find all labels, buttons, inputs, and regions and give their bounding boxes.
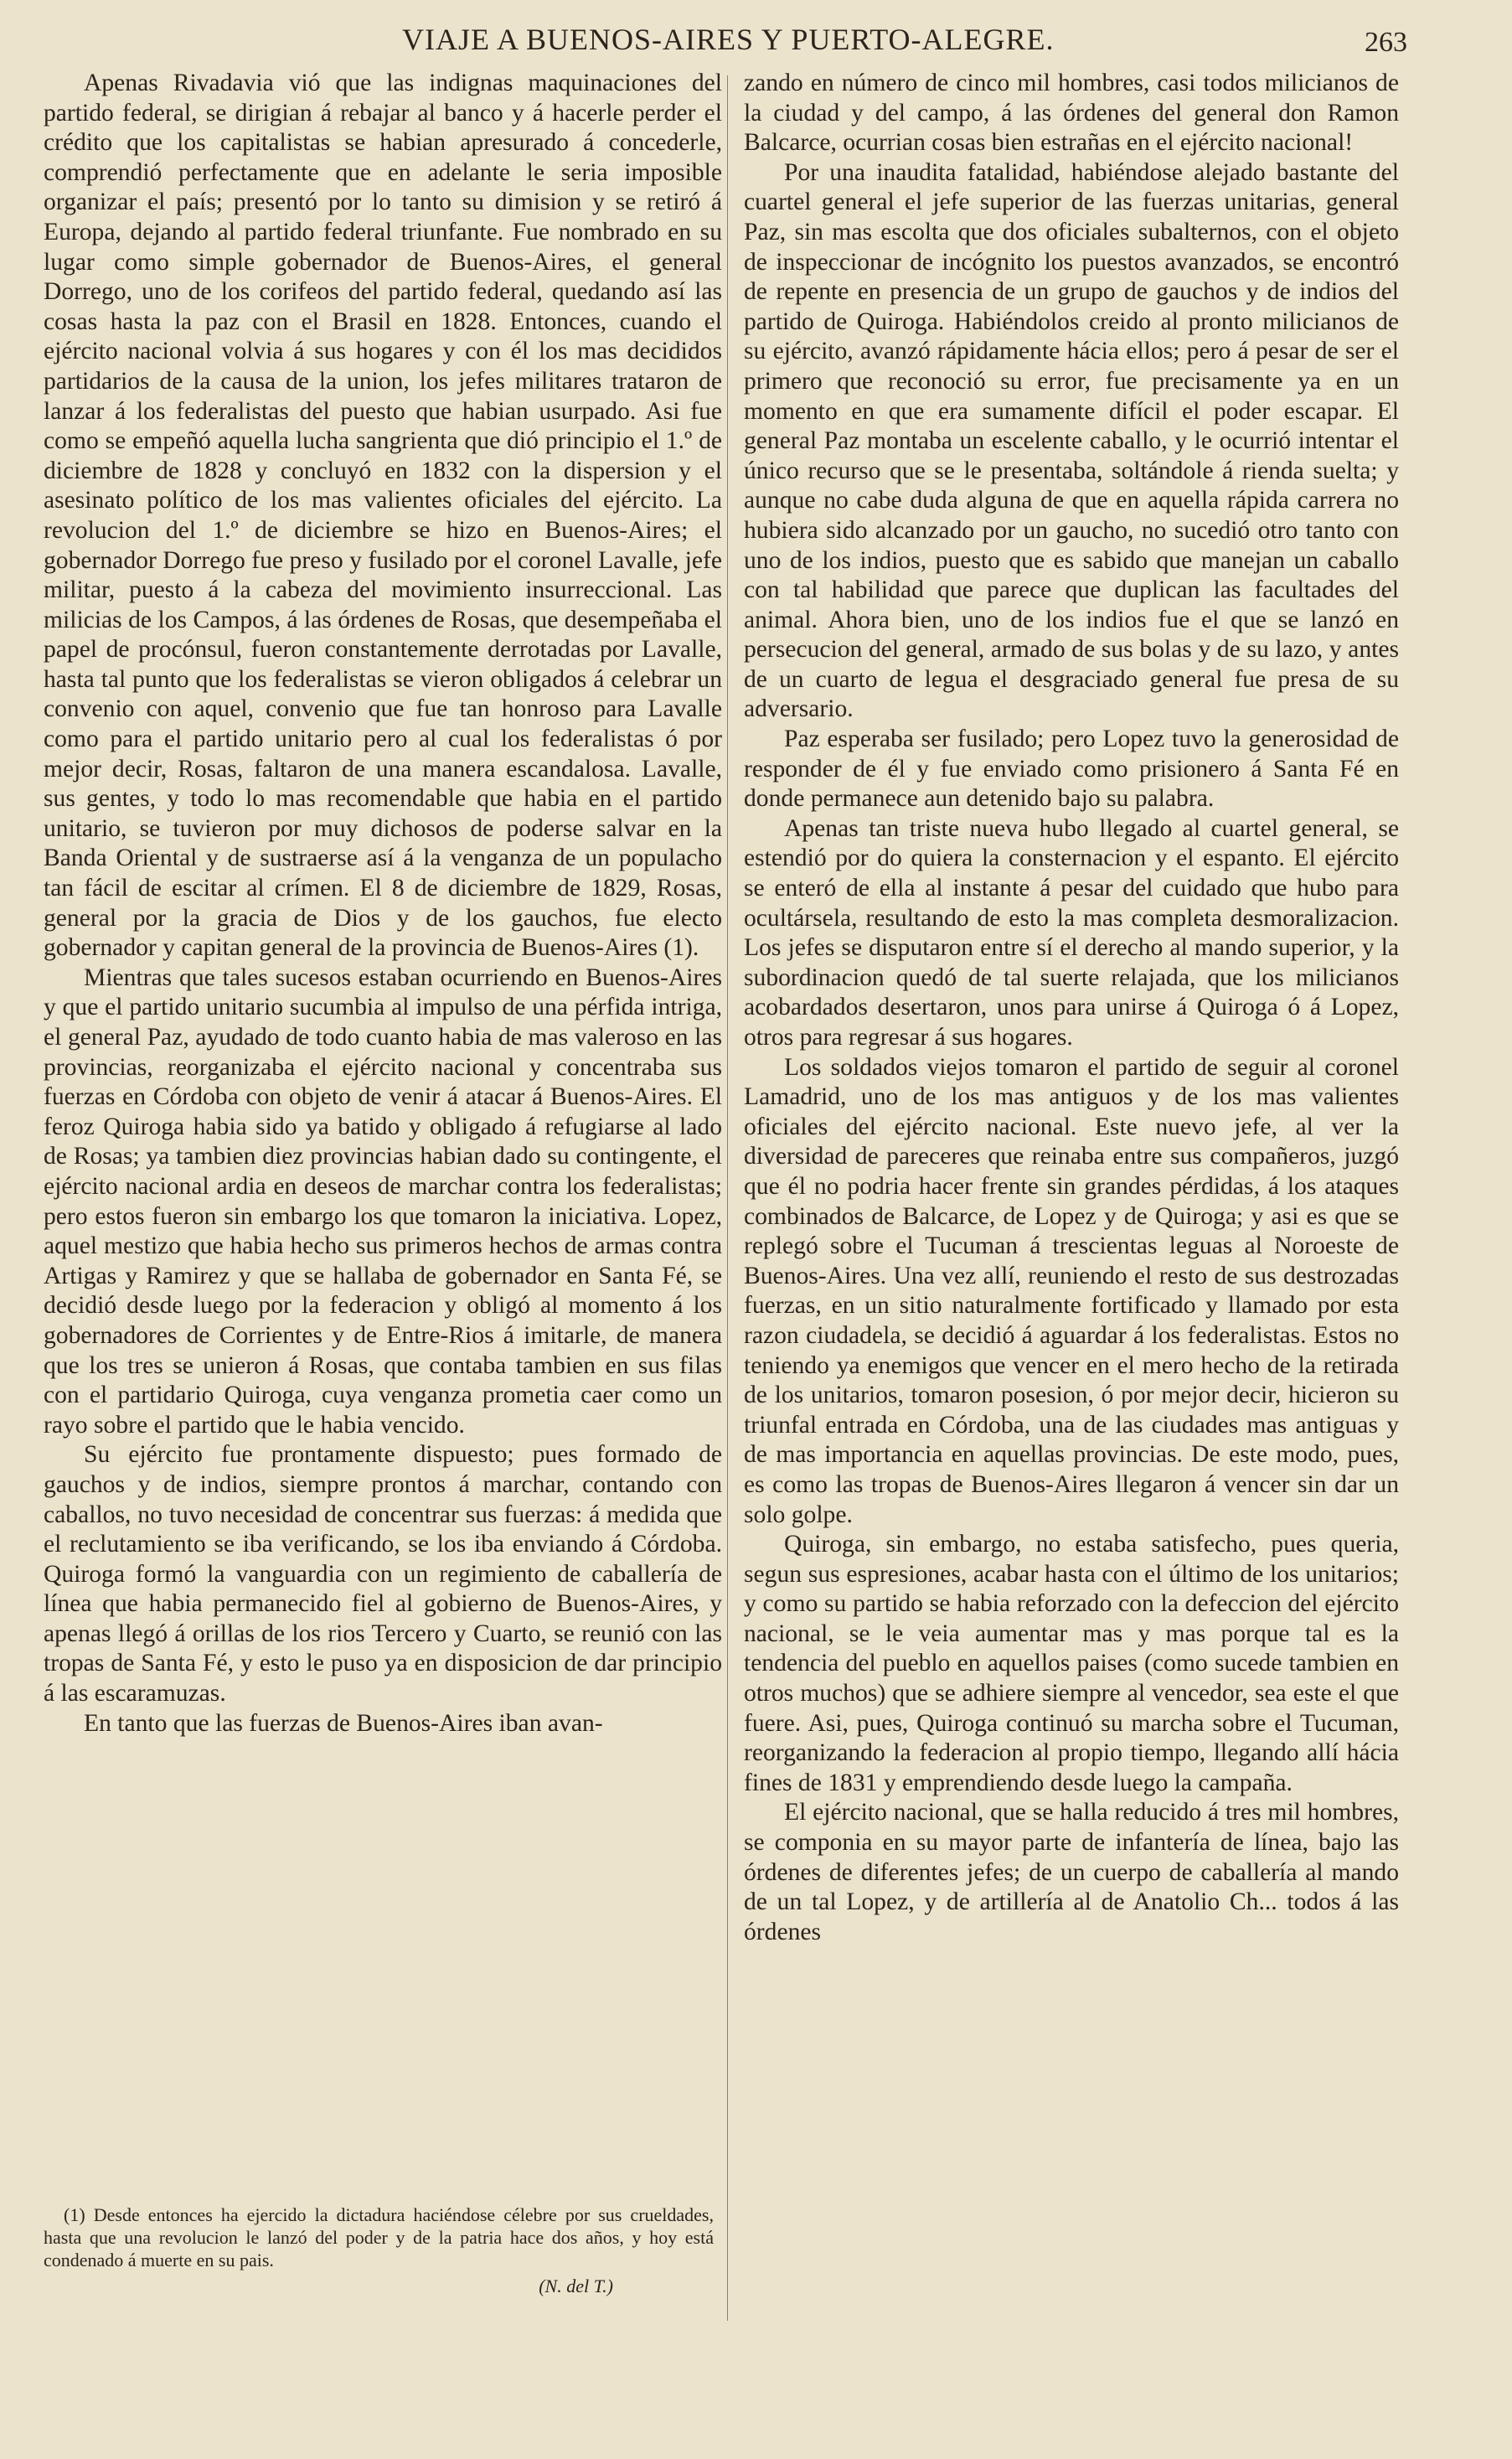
left-column (44, 69, 722, 1738)
running-title: VIAJE A BUENOS-AIRES Y PUERTO-ALEGRE. (402, 23, 1055, 56)
paragraph: zando en número de cinco mil hombres, casi todos milicianos de la ciudad y del campo, á las órdenes del general don Ramon Balcarce, ocurrian cosas bien estrañas en el ejército nacional! (744, 70, 1399, 157)
paragraph: En tanto que las fuerzas de Buenos-Aires iban avan- (84, 1709, 603, 1737)
right-column (744, 69, 1399, 1947)
paragraph: Paz esperaba ser fusilado; pero Lopez tuvo la generosidad de responder de él y fue enviado como prisionero á Santa Fé en donde permanece aun detenido bajo su palabra. (744, 726, 1399, 813)
page-header (50, 22, 1407, 65)
paragraph: Apenas Rivadavia vió que las indignas maquinaciones del partido federal, se dirigian á rebajar al banco y á hacerle perder el crédito que los capitalistas se habian apresurado á concederle, comprendió perfectamente que en adelante le seria imposible organizar el país; presentó por lo tanto su dimision y se retiró á Europa, dejando al partido federal triunfante. Fue nombrado en su lugar como simple gobernador de Buenos-Aires, el general Dorrego, uno de los corifeos del partido federal, quedando así las cosas hasta la paz con el Brasil en 1828. Entonces, cuando el ejército nacional volvia á sus hogares y con él los mas decididos partidarios de la causa de la union, los jefes militares trataron de lanzar á los federalistas del puesto que habian usurpado. Asi fue como se empeñó aquella lucha sangrienta que dió principio el 1.º de diciembre de 1828 y concluyó en 1832 con la dispersion y el asesinato político de los mas valientes oficiales del ejército. La revolucion del 1.º de diciembre se hizo en Buenos-Aires; el gobernador Dorrego fue preso y fusilado por el coronel Lavalle, jefe militar, puesto á la cabeza del movimiento insurreccional. Las milicias de los Campos, á las órdenes de Rosas, que desempeñaba el papel de procónsul, fueron constantemente derrotadas por Lavalle, hasta tal punto que los federalistas se vieron obligados á celebrar un convenio con aquel, convenio que fue tan honroso para Lavalle como para el partido unitario pero al cual los federalistas ó por mejor decir, Rosas, faltaron de una manera escandalosa. Lavalle, sus gentes, y todo lo mas recomendable que habia en el partido unitario, se tuvieron por muy dichosos de poderse salvar en la Banda Oriental y de sustraerse así á la venganza de un populacho tan fácil de escitar al crímen. El 8 de diciembre de 1829, Rosas, general por la gracia de Dios y de los gauchos, fue electo gobernador y capitan general de la provincia de Buenos-Aires (1). (44, 70, 722, 962)
paragraph: Su ejército fue prontamente dispuesto; pues formado de gauchos y de indios, siempre prontos á marchar, contando con caballos, no tuvo necesidad de concentrar sus fuerzas: á medida que el reclutamiento se iba verificando, se los iba enviando á Córdoba. Quiroga formó la vanguardia con un regimiento de caballería de línea que habia permanecido fiel al gobierno de Buenos-Aires, y apenas llegó á orillas de los rios Tercero y Cuarto, se reunió con las tropas de Santa Fé, y esto le puso ya en disposicion de dar principio á las escaramuzas. (44, 1441, 722, 1707)
footnote-credit: (N. del T.) (539, 2276, 613, 2296)
column-divider (727, 75, 728, 2321)
footnote (44, 2203, 714, 2297)
paragraph: El ejército nacional, que se halla reducido á tres mil hombres, se componia en su mayor parte de infantería de línea, bajo las órdenes de diferentes jefes; de un cuerpo de caballería al mando de un tal Lopez, y de artillería al de Anatolio Ch... todos á las órdenes (744, 1799, 1399, 1945)
paragraph: Mientras que tales sucesos estaban ocurriendo en Buenos-Aires y que el partido unitario sucumbia al impulso de una pérfida intriga, el general Paz, ayudado de todo cuanto habia de mas valeroso en las provincias, reorganizaba el ejército nacional y concentraba sus fuerzas en Córdoba con objeto de venir á atacar á Buenos-Aires. El feroz Quiroga habia sido ya batido y obligado á refugiarse al lado de Rosas; ya tambien diez provincias habian dado su contingente, el ejército nacional ardia en deseos de marchar contra los federalistas; pero estos fueron sin embargo los que tomaron la iniciativa. Lopez, aquel mestizo que habia hecho sus primeros hechos de armas contra Artigas y Ramirez y que se hallaba de gobernador en Santa Fé, se decidió desde luego por la federacion y obligó al momento á los gobernadores de Corrientes y de Entre-Rios á imitarle, de manera que los tres se unieron á Rosas, que contaba tambien en sus filas con el partidario Quiroga, cuya venganza prometia caer como un rayo sobre el partido que le habia vencido. (44, 963, 722, 1439)
paragraph: Por una inaudita fatalidad, habiéndose alejado bastante del cuartel general el jefe superior de las fuerzas unitarias, general Paz, sin mas escolta que dos oficiales subalternos, con el objeto de inspeccionar de incógnito los puestos avanzados, se encontró de repente en presencia de un grupo de gauchos y de indios del partido de Quiroga. Habiéndolos creido al pronto milicianos de su ejército, avanzó rápidamente hácia ellos; pero á pesar de ser el primero que reconoció su error, fue precisamente ya en un momento en que era sumamente difícil el poder escapar. El general Paz montaba un escelente caballo, y le ocurrió intentar el único recurso que se le presentaba, soltándole á rienda suelta; y aunque no cabe duda alguna de que en aquella rápida carrera no hubiera sido alcanzado por un gaucho, no sucedió otro tanto con uno de los indios, puesto que es sabido que manejan un caballo con tal habilidad que parece que duplican las facultades del animal. Ahora bien, uno de los indios fue el que se lanzó en persecucion del general, armado de sus bolas y de su lazo, y antes de un cuarto de legua el desgraciado general fue presa de su adversario. (744, 158, 1399, 723)
paragraph: Los soldados viejos tomaron el partido de seguir al coronel Lamadrid, uno de los mas antiguos y de los mas valientes oficiales del ejército nacional. Este nuevo jefe, al ver la diversidad de pareceres que reinaba entre sus compañeros, juzgó que él no podria hacer frente sin grandes pérdidas, á los ataques combinados de Balcarce, de Lopez y de Quiroga; y asi es que se replegó sobre el Tucuman á trescientas leguas al Noroeste de Buenos-Aires. Una vez allí, reuniendo el resto de sus destrozadas fuerzas, en un sitio naturalmente fortificado y llamado por esta razon ciudadela, se decidió á aguardar á los federalistas. Estos no teniendo ya enemigos que vencer en el mero hecho de la retirada de los unitarios, tomaron posesion, ó por mejor decir, hicieron su triunfal entrada en Córdoba, una de las ciudades mas antiguas y de mas importancia en aquellas provincias. De este modo, pues, es como las tropas de Buenos-Aires llegaron á vencer sin dar un solo golpe. (744, 1053, 1399, 1528)
paragraph: Quiroga, sin embargo, no estaba satisfecho, pues queria, segun sus espresiones, acabar hasta con el último de los unitarios; y como su partido se habia reforzado con la defeccion del ejército nacional, se le veia aumentar mas y mas porque tal es la tendencia del pueblo en aquellos paises (como sucede tambien en otros muchos) que se adhiere siempre al vencedor, sea este el que fuere. Asi, pues, Quiroga continuó su marcha sobre el Tucuman, reorganizando la federacion al propio tiempo, llegando allí hácia fines de 1831 y emprendiendo desde luego la campaña. (744, 1531, 1399, 1796)
page-number: 263 (1365, 27, 1407, 58)
paragraph: Apenas tan triste nueva hubo llegado al cuartel general, se estendió por do quiera la consternacion y el espanto. El ejército se enteró de ella al instante á pesar del cuidado que hubo para ocultársela, resultando de esto la mas completa desmoralizacion. Los jefes se disputaron entre sí el derecho al mando superior, y la subordinacion quedó de tal suerte relajada, que los milicianos acobardados desertaron, unos para unirse á Quiroga ó á Lopez, otros para regresar á sus hogares. (744, 814, 1399, 1051)
footnote-text: (1) Desde entonces ha ejercido la dictadura haciéndose célebre por sus crueldades, hasta que una revolucion le lanzó del poder y de la patria hace dos años, y hoy está condenado á muerte en su pais. (44, 2204, 714, 2270)
